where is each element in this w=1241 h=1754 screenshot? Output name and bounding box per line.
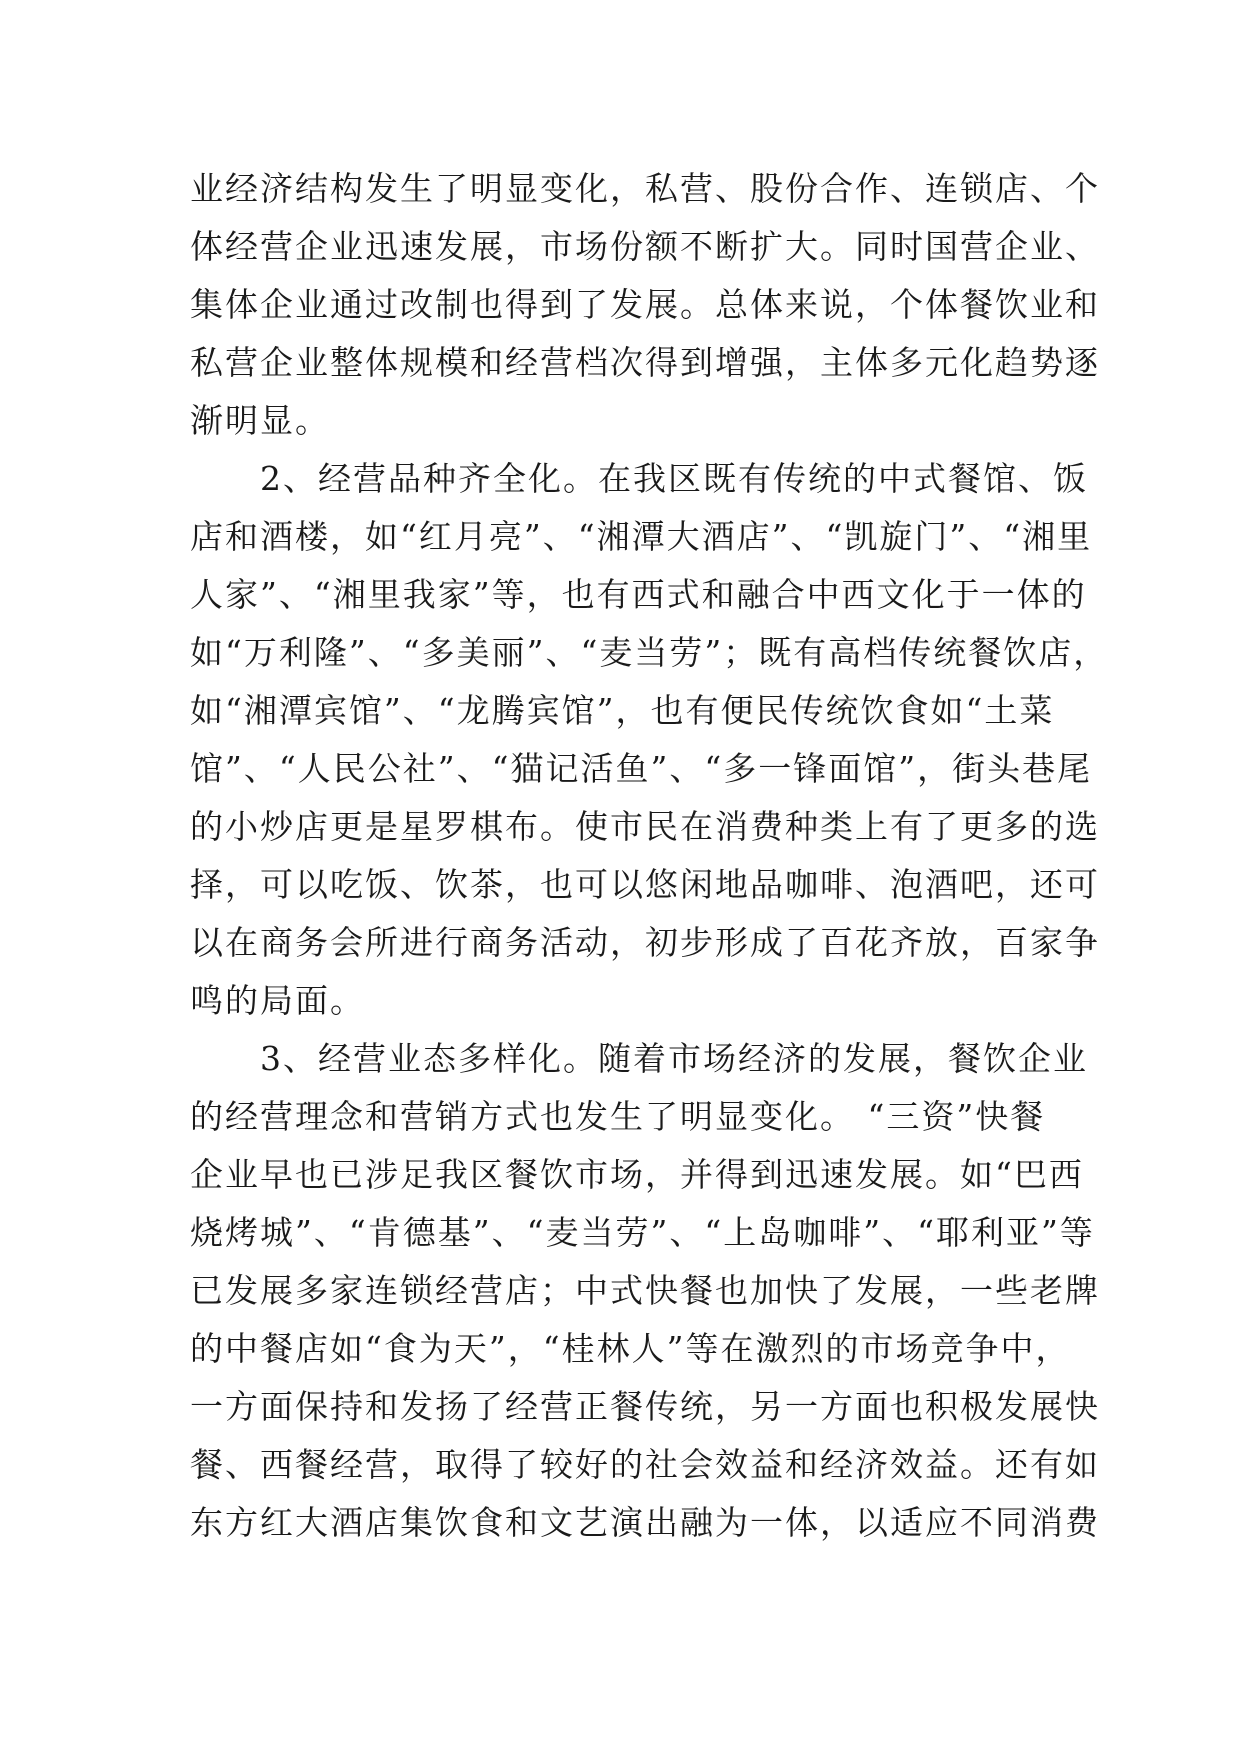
text-line: 私营企业整体规模和经营档次得到增强，主体多元化趋势逐 bbox=[190, 343, 1100, 382]
text-line: 如“湘潭宾馆”、“龙腾宾馆”，也有便民传统饮食如“土菜 bbox=[190, 691, 1055, 730]
text-line: 的小炒店更是星罗棋布。使市民在消费种类上有了更多的选 bbox=[190, 807, 1100, 846]
text-line: 店和酒楼，如“红月亮”、“湘潭大酒店”、“凯旋门”、“湘里 bbox=[190, 517, 1093, 556]
text-line: 择，可以吃饭、饮茶，也可以悠闲地品咖啡、泡酒吧，还可 bbox=[190, 865, 1100, 904]
text-line: 集体企业通过改制也得到了发展。总体来说，个体餐饮业和 bbox=[190, 285, 1100, 324]
text-line: 鸣的局面。 bbox=[190, 981, 365, 1020]
body-text bbox=[190, 160, 1109, 1552]
text-line: 业经济结构发生了明显变化，私营、股份合作、连锁店、个 bbox=[190, 169, 1100, 208]
text-line: 馆”、“人民公社”、“猫记活鱼”、“多一锋面馆”，街头巷尾 bbox=[190, 749, 1093, 788]
text-line: 已发展多家连锁经营店；中式快餐也加快了发展，一些老牌 bbox=[190, 1271, 1100, 1310]
text-line: 烧烤城”、“肯德基”、“麦当劳”、“上岛咖啡”、“耶利亚”等 bbox=[190, 1213, 1095, 1252]
text-line: 人家”、“湘里我家”等，也有西式和融合中西文化于一体的 bbox=[190, 575, 1087, 614]
text-line: 企业早也已涉足我区餐饮市场，并得到迅速发展。如“巴西 bbox=[190, 1155, 1084, 1194]
text-line: 2、经营品种齐全化。在我区既有传统的中式餐馆、饭 bbox=[190, 459, 1088, 498]
text-line: 如“万利隆”、“多美丽”、“麦当劳”；既有高档传统餐饮店， bbox=[190, 633, 1109, 672]
text-line: 3、经营业态多样化。随着市场经济的发展，餐饮企业 bbox=[190, 1039, 1088, 1078]
text-line: 餐、西餐经营，取得了较好的社会效益和经济效益。还有如 bbox=[190, 1445, 1100, 1484]
text-line: 以在商务会所进行商务活动，初步形成了百花齐放，百家争 bbox=[190, 923, 1100, 962]
text-line: 东方红大酒店集饮食和文艺演出融为一体，以适应不同消费 bbox=[190, 1503, 1100, 1542]
text-line: 的经营理念和营销方式也发生了明显变化。 “三资”快餐 bbox=[190, 1097, 1046, 1136]
text-line: 一方面保持和发扬了经营正餐传统，另一方面也积极发展快 bbox=[190, 1387, 1100, 1426]
text-line: 的中餐店如“食为天”，“桂林人”等在激烈的市场竞争中， bbox=[190, 1329, 1071, 1368]
text-line: 体经营企业迅速发展，市场份额不断扩大。同时国营企业、 bbox=[190, 227, 1100, 266]
text-line: 渐明显。 bbox=[190, 401, 330, 440]
